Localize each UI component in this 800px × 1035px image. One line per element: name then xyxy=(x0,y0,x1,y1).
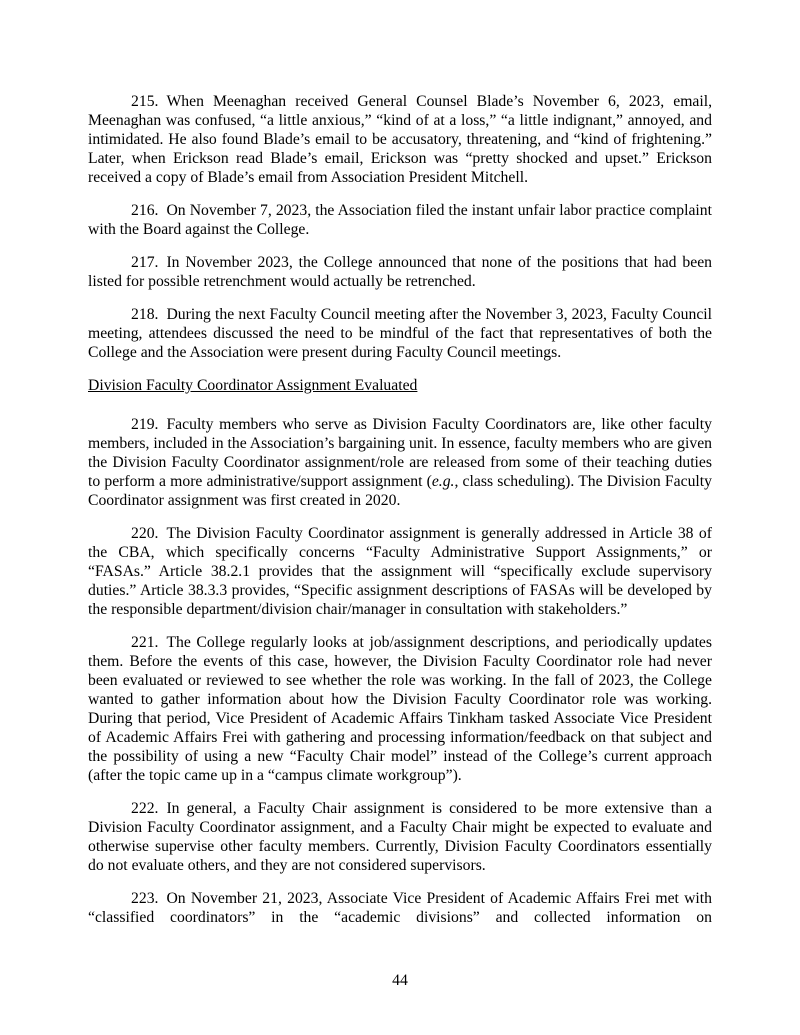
paragraph-text: In general, a Faculty Chair assignment is considered to be more extensive than a Division Faculty Coordinator assignment, and a Faculty Chair might be expected to evaluate and otherwise supervise other faculty members. Currently, Division Faculty Coordinators essentially do not evaluate others, and they are not considered supervisors. xyxy=(88,800,712,874)
paragraph-text: On November 7, 2023, the Association filed the instant unfair labor practice complaint with the Board against the College. xyxy=(88,202,712,238)
paragraph-221 xyxy=(88,633,712,785)
paragraph-218 xyxy=(88,305,712,362)
paragraph-text: When Meenaghan received General Counsel Blade’s November 6, 2023, email, Meenaghan was confused, “a little anxious,” “kind of at a loss,” “a little indignant,” annoyed, and intimidated. He also found Blade’s email to be accusatory, threatening, and “kind of frightening.” Later, when Erickson read Blade’s email, Erickson was “pretty shocked and upset.” Erickson received a copy of Blade’s email from Association President Mitchell. xyxy=(88,93,712,186)
paragraph-number: 219. xyxy=(131,416,159,433)
paragraph-219 xyxy=(88,415,712,510)
paragraph-text-italic: e.g. xyxy=(431,473,455,490)
paragraph-text: The College regularly looks at job/assignment descriptions, and periodically updates them. Before the events of this case, however, the Division Faculty Coordinator role had never been evaluated or reviewed to see whether the role was working. In the fall of 2023, the College wanted to gather information about how the Division Faculty Coordinator role was working. During that period, Vice President of Academic Affairs Tinkham tasked Associate Vice President of Academic Affairs Frei with gathering and processing information/feedback on that subject and the possibility of using a new “Faculty Chair model” instead of the College’s current approach (after the topic came up in a “campus climate workgroup”). xyxy=(88,634,712,784)
paragraph-215 xyxy=(88,92,712,187)
paragraph-text: On November 21, 2023, Associate Vice President of Academic Affairs Frei met with “classified coordinators” in the “academic divisions” and collected information on xyxy=(88,890,712,926)
paragraph-text: , class scheduling). The Division Faculty Coordinator assignment was first created in 2020. xyxy=(88,473,712,509)
paragraph-text: The Division Faculty Coordinator assignment is generally addressed in Article 38 of the CBA, which specifically concerns “Faculty Administrative Support Assignments,” or “FASAs.” Article 38.2.1 provides that the assignment will “specifically exclude supervisory duties.” Article 38.3.3 provides, “Specific assignment descriptions of FASAs will be developed by the responsible department/division chair/manager in consultation with stakeholders.” xyxy=(88,525,712,618)
paragraph-223 xyxy=(88,889,712,927)
paragraph-217 xyxy=(88,253,712,291)
paragraph-number: 223. xyxy=(131,890,159,907)
paragraph-220 xyxy=(88,524,712,619)
paragraph-222 xyxy=(88,799,712,875)
paragraph-text: During the next Faculty Council meeting after the November 3, 2023, Faculty Council meeting, attendees discussed the need to be mindful of the fact that representatives of both the College and the Association were present during Faculty Council meetings. xyxy=(88,306,712,361)
paragraph-number: 217. xyxy=(131,254,159,271)
document-body xyxy=(88,92,712,941)
paragraph-number: 221. xyxy=(131,634,159,651)
section-heading: Division Faculty Coordinator Assignment Evaluated xyxy=(88,377,418,394)
paragraph-number: 216. xyxy=(131,202,159,219)
paragraph-text: Faculty members who serve as Division Faculty Coordinators are, like other faculty members, included in the Association’s bargaining unit. In essence, faculty members who are given the Division Faculty Coordinator assignment/role are released from some of their teaching duties to perform a more administrative/support assignment ( xyxy=(88,416,712,490)
paragraph-number: 222. xyxy=(131,800,159,817)
paragraph-number: 220. xyxy=(131,525,159,542)
paragraph-216 xyxy=(88,201,712,239)
paragraph-number: 218. xyxy=(131,306,159,323)
paragraph-number: 215. xyxy=(131,93,159,110)
page-number: 44 xyxy=(392,972,408,989)
paragraph-text: In November 2023, the College announced that none of the positions that had been listed for possible retrenchment would actually be retrenched. xyxy=(88,254,712,290)
